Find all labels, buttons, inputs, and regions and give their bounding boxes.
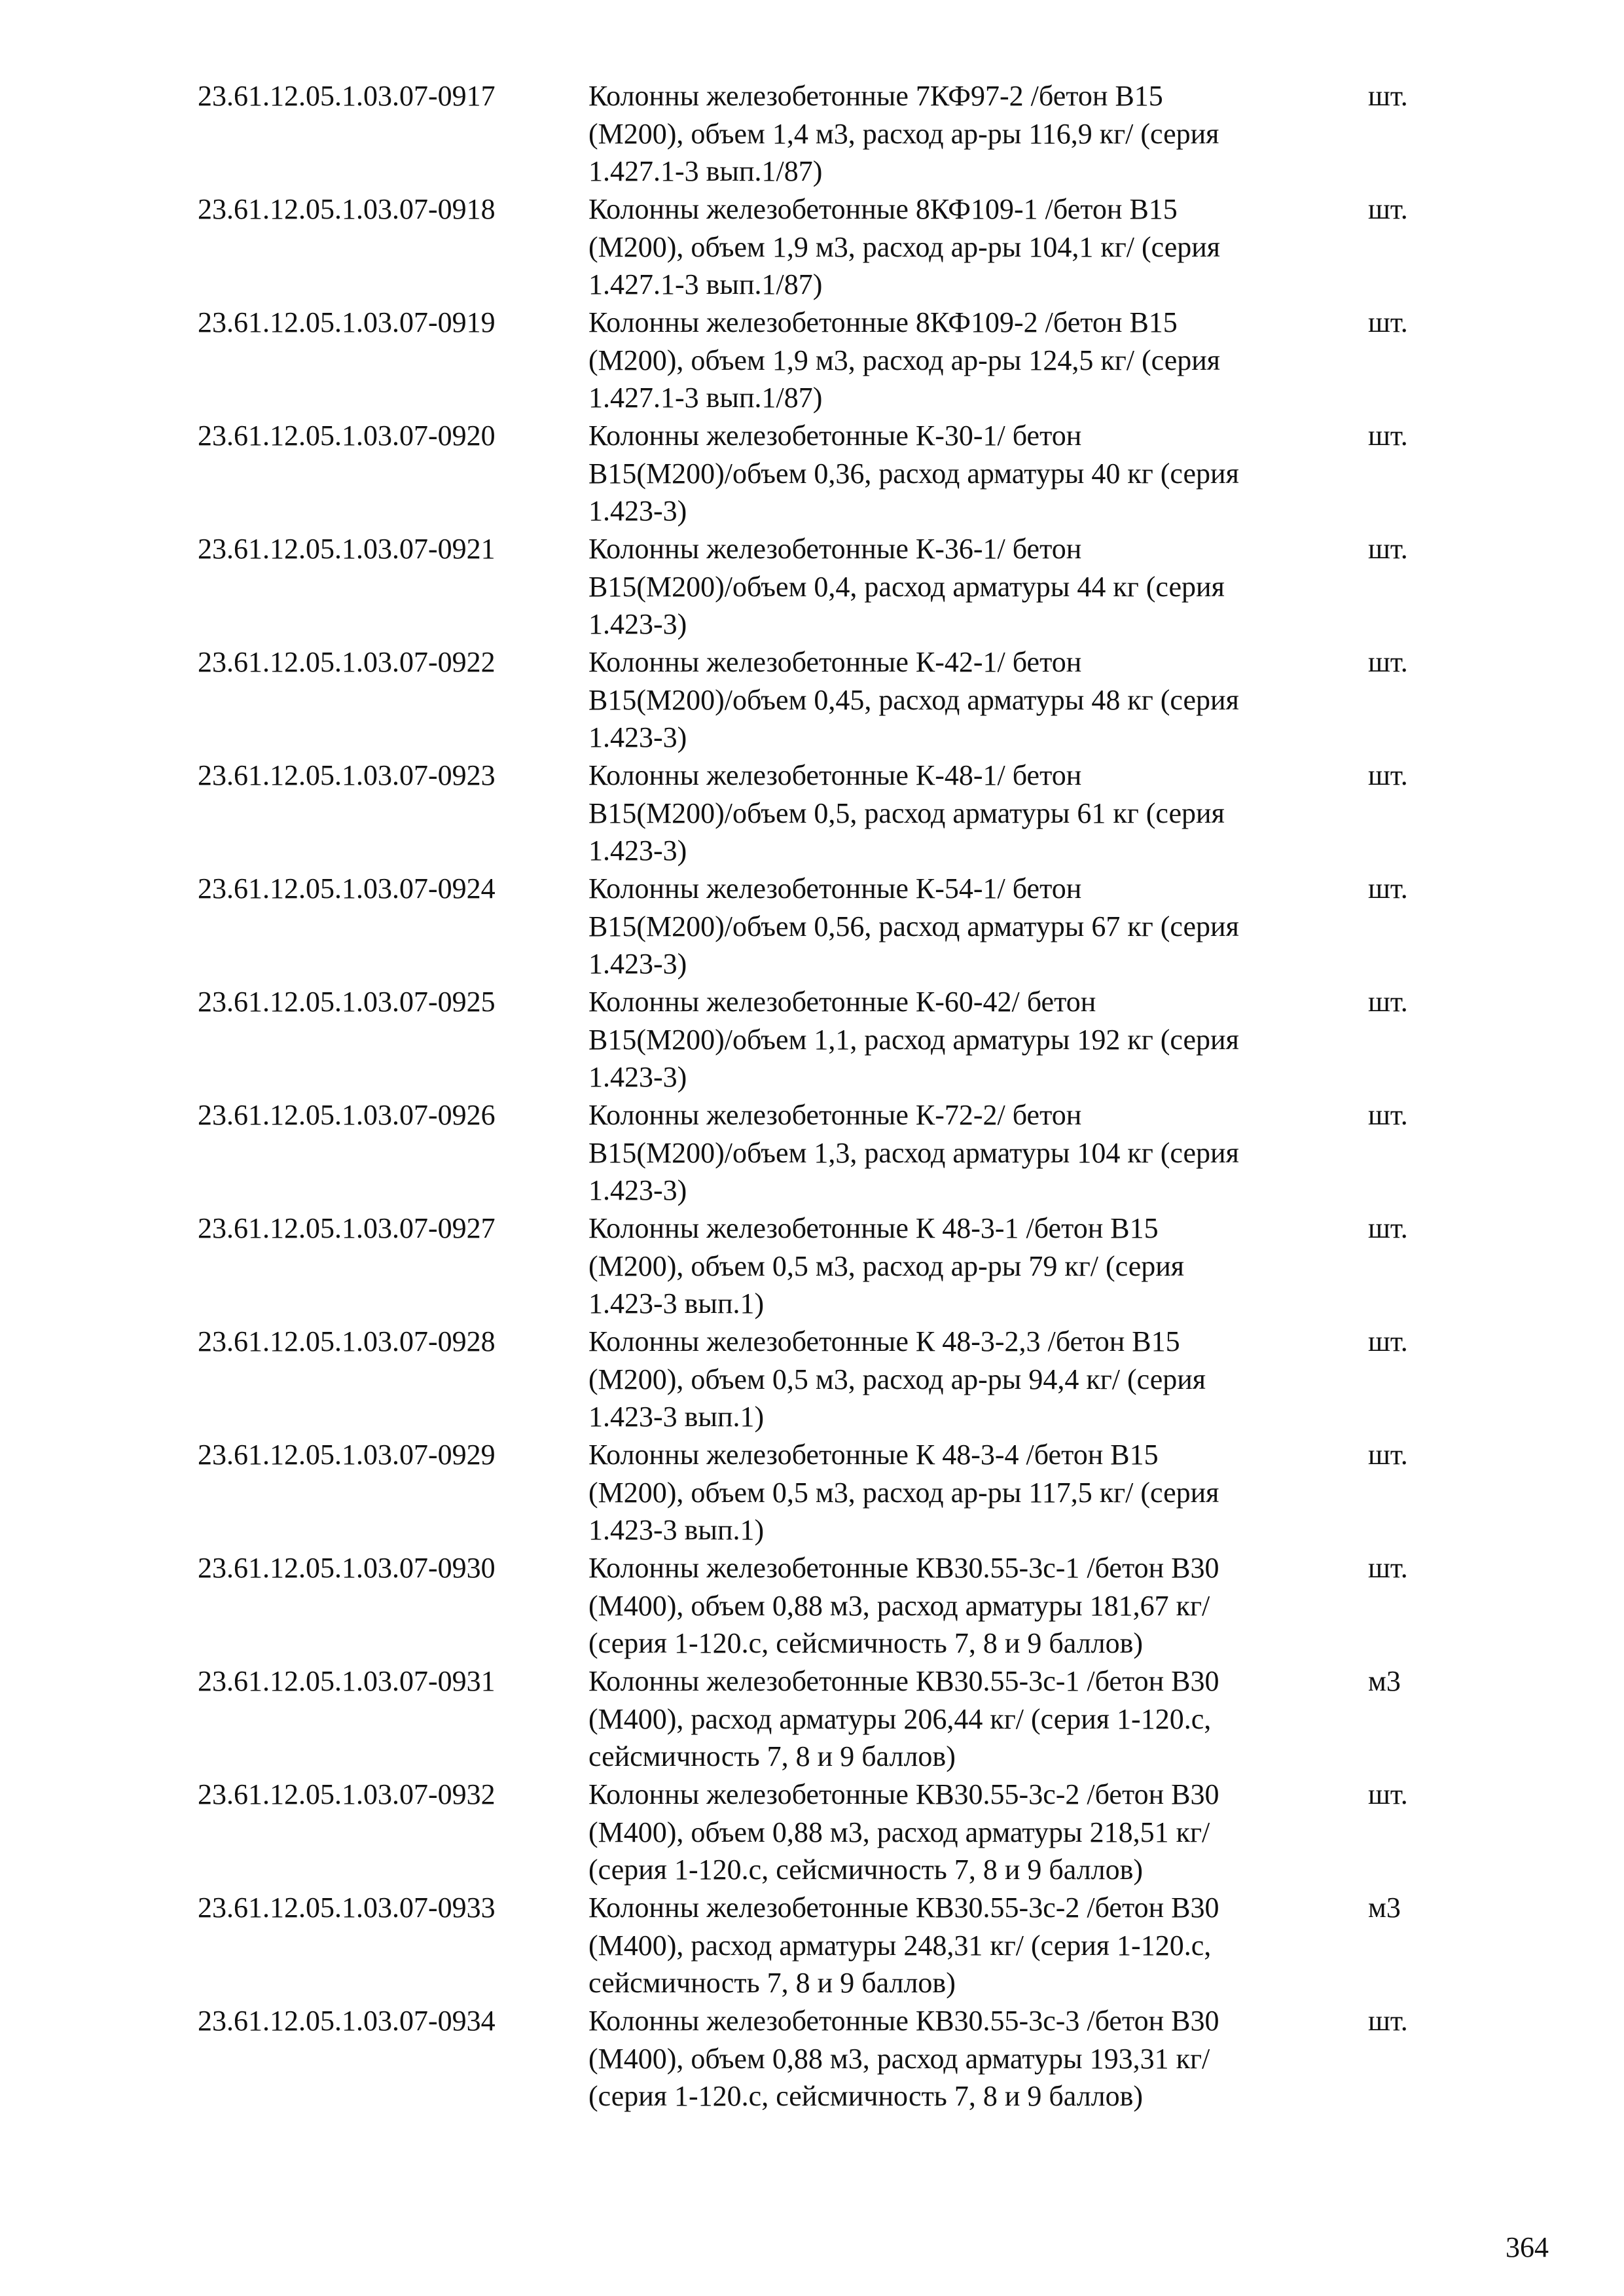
item-description	[588, 304, 1361, 417]
item-description	[588, 1323, 1361, 1436]
description-line: Колонны железобетонные К 48-3-4 /бетон В15	[588, 1439, 1159, 1471]
description-line: (М200), объем 0,5 м3, расход ар-ры 117,5 кг/ (серия	[588, 1476, 1219, 1509]
item-unit: шт.	[1368, 533, 1408, 565]
page-number: 364	[1506, 2231, 1549, 2263]
description-line: (М400), расход арматуры 248,31 кг/ (серия 1-120.с,	[588, 1929, 1212, 1962]
item-code: 23.61.12.05.1.03.07-0925	[198, 986, 496, 1018]
item-description	[588, 643, 1361, 757]
table-row	[0, 77, 1624, 191]
item-description	[588, 1436, 1361, 1549]
description-line: (М400), объем 0,88 м3, расход арматуры 218,51 кг/	[588, 1816, 1210, 1848]
description-line: Колонны железобетонные КВ30.55-3с-2 /бетон В30	[588, 1892, 1219, 1924]
table-row	[0, 304, 1624, 418]
description-line: (серия 1-120.с, сейсмичность 7, 8 и 9 баллов)	[588, 1627, 1144, 1660]
description-line: Колонны железобетонные К-72-2/ бетон	[588, 1099, 1082, 1131]
description-line: Колонны железобетонные К 48-3-2,3 /бетон В15	[588, 1325, 1180, 1357]
description-line: В15(М200)/объем 1,1, расход арматуры 192 кг (серия	[588, 1023, 1239, 1056]
table-row	[0, 1436, 1624, 1550]
item-code: 23.61.12.05.1.03.07-0926	[198, 1099, 496, 1131]
table-row	[0, 2002, 1624, 2116]
item-unit: шт.	[1368, 646, 1408, 678]
item-unit: шт.	[1368, 80, 1408, 112]
item-unit: шт.	[1368, 1099, 1408, 1131]
description-line: 1.423-3)	[588, 495, 687, 528]
description-line: Колонны железобетонные К-54-1/ бетон	[588, 872, 1082, 905]
table-row	[0, 1323, 1624, 1437]
description-line: В15(М200)/объем 0,4, расход арматуры 44 кг (серия	[588, 570, 1225, 603]
table-row	[0, 757, 1624, 870]
item-unit: шт.	[1368, 1552, 1408, 1584]
item-unit: шт.	[1368, 1325, 1408, 1357]
description-line: (М400), объем 0,88 м3, расход арматуры 181,67 кг/	[588, 1589, 1210, 1622]
table-row	[0, 643, 1624, 757]
item-code: 23.61.12.05.1.03.07-0927	[198, 1212, 496, 1244]
description-line: (серия 1-120.с, сейсмичность 7, 8 и 9 баллов)	[588, 2080, 1144, 2113]
description-line: Колонны железобетонные 8КФ109-1 /бетон В15	[588, 193, 1178, 225]
item-unit: шт.	[1368, 1439, 1408, 1471]
description-line: (М200), объем 1,9 м3, расход ар-ры 124,5 кг/ (серия	[588, 344, 1221, 376]
description-line: Колонны железобетонные 7КФ97-2 /бетон В15	[588, 80, 1163, 112]
item-code: 23.61.12.05.1.03.07-0917	[198, 80, 496, 112]
description-line: 1.423-3 вып.1)	[588, 1401, 765, 1433]
table-row	[0, 983, 1624, 1097]
description-line: 1.423-3)	[588, 834, 687, 867]
description-line: В15(М200)/объем 0,45, расход арматуры 48 кг (серия	[588, 683, 1239, 716]
item-code: 23.61.12.05.1.03.07-0932	[198, 1778, 496, 1810]
description-line: 1.423-3 вып.1)	[588, 1514, 765, 1547]
item-description	[588, 1096, 1361, 1210]
item-code: 23.61.12.05.1.03.07-0928	[198, 1325, 496, 1357]
item-description	[588, 1210, 1361, 1323]
item-code: 23.61.12.05.1.03.07-0934	[198, 2005, 496, 2037]
description-line: 1.427.1-3 вып.1/87)	[588, 155, 823, 188]
item-unit: шт.	[1368, 1778, 1408, 1810]
description-line: Колонны железобетонные КВ30.55-3с-3 /бетон В30	[588, 2005, 1219, 2037]
item-code: 23.61.12.05.1.03.07-0918	[198, 193, 496, 225]
table-row	[0, 1096, 1624, 1210]
table-row	[0, 1549, 1624, 1663]
description-line: Колонны железобетонные К-60-42/ бетон	[588, 986, 1096, 1018]
description-line: (М400), объем 0,88 м3, расход арматуры 193,31 кг/	[588, 2042, 1210, 2075]
description-line: (М200), объем 0,5 м3, расход ар-ры 94,4 кг/ (серия	[588, 1363, 1206, 1395]
description-line: 1.423-3)	[588, 1061, 687, 1094]
table-row	[0, 870, 1624, 984]
item-description	[588, 983, 1361, 1096]
description-line: (М400), расход арматуры 206,44 кг/ (серия 1-120.с,	[588, 1702, 1212, 1735]
description-line: Колонны железобетонные К-42-1/ бетон	[588, 646, 1082, 678]
description-line: (М200), объем 1,9 м3, расход ар-ры 104,1 кг/ (серия	[588, 230, 1221, 263]
item-unit: шт.	[1368, 306, 1408, 338]
table-row	[0, 530, 1624, 644]
description-line: сейсмичность 7, 8 и 9 баллов)	[588, 1967, 956, 2000]
item-unit: м3	[1368, 1665, 1401, 1697]
description-line: 1.423-3)	[588, 721, 687, 754]
item-code: 23.61.12.05.1.03.07-0922	[198, 646, 496, 678]
table-row	[0, 1776, 1624, 1890]
item-unit: шт.	[1368, 193, 1408, 225]
item-description	[588, 530, 1361, 643]
item-description	[588, 1549, 1361, 1662]
item-unit: шт.	[1368, 872, 1408, 905]
item-code: 23.61.12.05.1.03.07-0930	[198, 1552, 496, 1584]
description-line: 1.427.1-3 вып.1/87)	[588, 382, 823, 414]
item-description	[588, 190, 1361, 304]
table-row	[0, 1889, 1624, 2003]
item-description	[588, 417, 1361, 530]
description-line: Колонны железобетонные КВ30.55-3с-1 /бетон В30	[588, 1665, 1219, 1697]
item-code: 23.61.12.05.1.03.07-0923	[198, 759, 496, 791]
table-row	[0, 190, 1624, 304]
description-line: (серия 1-120.с, сейсмичность 7, 8 и 9 баллов)	[588, 1854, 1144, 1886]
description-line: В15(М200)/объем 1,3, расход арматуры 104 кг (серия	[588, 1136, 1239, 1169]
item-code: 23.61.12.05.1.03.07-0921	[198, 533, 496, 565]
description-line: Колонны железобетонные КВ30.55-3с-2 /бетон В30	[588, 1778, 1219, 1810]
item-description	[588, 1889, 1361, 2002]
item-code: 23.61.12.05.1.03.07-0931	[198, 1665, 496, 1697]
item-description	[588, 77, 1361, 190]
item-unit: шт.	[1368, 986, 1408, 1018]
description-line: Колонны железобетонные КВ30.55-3с-1 /бетон В30	[588, 1552, 1219, 1584]
table-row	[0, 1210, 1624, 1323]
item-code: 23.61.12.05.1.03.07-0920	[198, 420, 496, 452]
description-line: Колонны железобетонные 8КФ109-2 /бетон В15	[588, 306, 1178, 338]
table-row	[0, 417, 1624, 531]
description-line: 1.423-3 вып.1)	[588, 1287, 765, 1320]
description-line: Колонны железобетонные К 48-3-1 /бетон В15	[588, 1212, 1159, 1244]
description-line: сейсмичность 7, 8 и 9 баллов)	[588, 1740, 956, 1773]
description-line: В15(М200)/объем 0,5, расход арматуры 61 кг (серия	[588, 797, 1225, 829]
description-line: 1.423-3)	[588, 1174, 687, 1207]
table-row	[0, 1662, 1624, 1776]
description-line: Колонны железобетонные К-36-1/ бетон	[588, 533, 1082, 565]
item-description	[588, 2002, 1361, 2115]
item-unit: шт.	[1368, 1212, 1408, 1244]
description-line: В15(М200)/объем 0,36, расход арматуры 40 кг (серия	[588, 457, 1239, 490]
item-unit: м3	[1368, 1892, 1401, 1924]
item-description	[588, 757, 1361, 870]
item-description	[588, 1662, 1361, 1776]
item-code: 23.61.12.05.1.03.07-0929	[198, 1439, 496, 1471]
item-code: 23.61.12.05.1.03.07-0933	[198, 1892, 496, 1924]
item-unit: шт.	[1368, 2005, 1408, 2037]
item-unit: шт.	[1368, 759, 1408, 791]
description-line: 1.423-3)	[588, 608, 687, 641]
item-unit: шт.	[1368, 420, 1408, 452]
description-line: В15(М200)/объем 0,56, расход арматуры 67 кг (серия	[588, 910, 1239, 942]
item-description	[588, 870, 1361, 983]
description-line: (М200), объем 0,5 м3, расход ар-ры 79 кг/ (серия	[588, 1249, 1185, 1282]
description-line: 1.423-3)	[588, 948, 687, 980]
description-line: 1.427.1-3 вып.1/87)	[588, 268, 823, 301]
description-line: (М200), объем 1,4 м3, расход ар-ры 116,9 кг/ (серия	[588, 117, 1219, 150]
description-line: Колонны железобетонные К-30-1/ бетон	[588, 420, 1082, 452]
item-code: 23.61.12.05.1.03.07-0919	[198, 306, 496, 338]
item-description	[588, 1776, 1361, 1889]
description-line: Колонны железобетонные К-48-1/ бетон	[588, 759, 1082, 791]
item-code: 23.61.12.05.1.03.07-0924	[198, 872, 496, 905]
